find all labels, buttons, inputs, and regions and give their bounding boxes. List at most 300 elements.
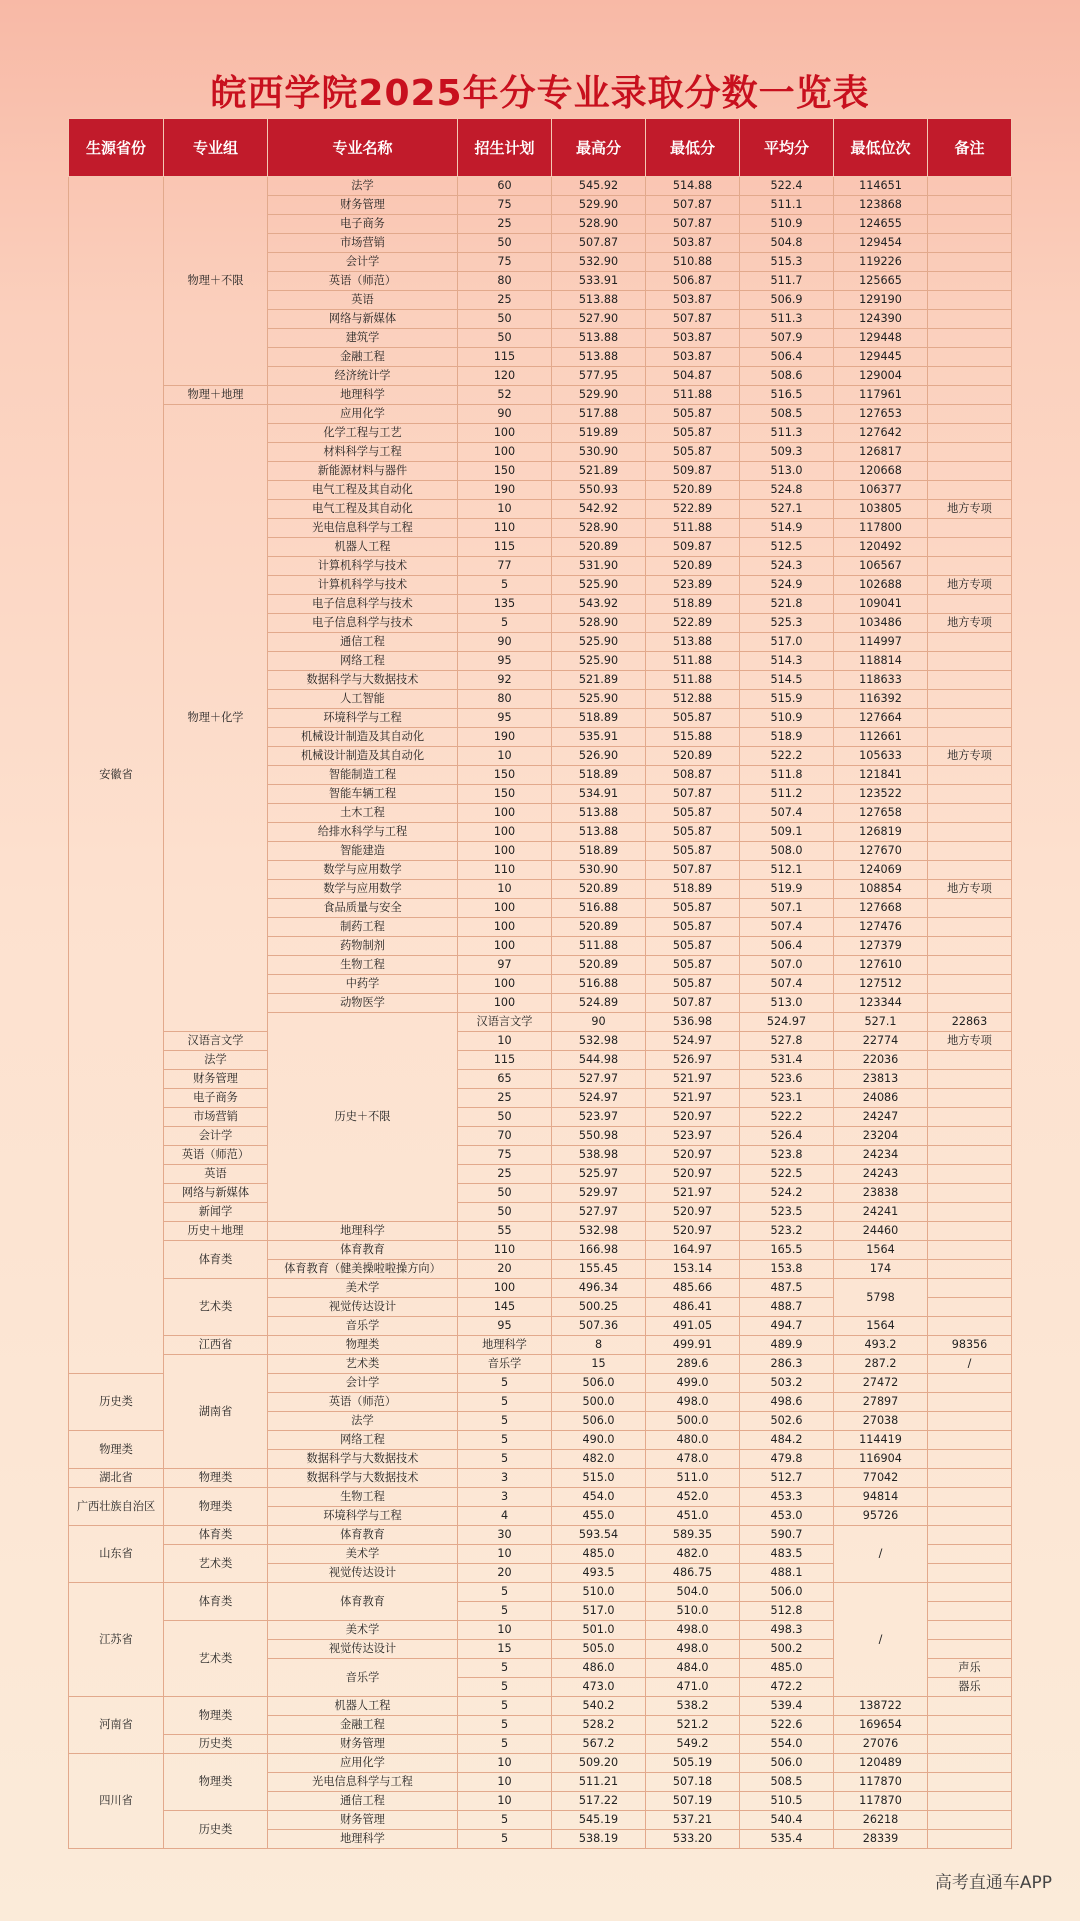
table-cell: 507.36	[552, 1317, 646, 1336]
table-cell: 114997	[834, 633, 928, 652]
table-cell	[928, 937, 1012, 956]
table-cell: 513.88	[552, 823, 646, 842]
table-cell: 电子信息科学与技术	[268, 614, 458, 633]
table-cell: 10	[458, 1773, 552, 1792]
table-cell: 478.0	[646, 1450, 740, 1469]
table-cell: 95726	[834, 1507, 928, 1526]
table-cell: 511.88	[646, 519, 740, 538]
table-cell: 521.97	[646, 1184, 740, 1203]
table-cell: 地方专项	[928, 576, 1012, 595]
table-cell: 498.0	[646, 1640, 740, 1659]
table-cell: 522.2	[740, 1108, 834, 1127]
table-cell: 123868	[834, 196, 928, 215]
table-cell: 498.3	[740, 1621, 834, 1640]
table-cell: 511.88	[646, 386, 740, 405]
table-cell: 533.91	[552, 272, 646, 291]
table-cell: 法学	[268, 177, 458, 196]
table-cell	[928, 234, 1012, 253]
table-cell: 50	[458, 1184, 552, 1203]
table-cell: 财务管理	[268, 1735, 458, 1754]
table-cell: 589.35	[646, 1526, 740, 1545]
table-cell: 524.2	[740, 1184, 834, 1203]
table-cell: 500.0	[552, 1393, 646, 1412]
table-cell: 528.90	[552, 519, 646, 538]
table-cell: 物理类	[164, 1488, 268, 1526]
table-cell	[928, 348, 1012, 367]
table-cell: 521.8	[740, 595, 834, 614]
table-cell: 建筑学	[268, 329, 458, 348]
table-row	[69, 1336, 1012, 1355]
table-cell: 美术学	[268, 1279, 458, 1298]
table-cell	[928, 424, 1012, 443]
table-cell	[928, 1754, 1012, 1773]
table-cell: 65	[458, 1070, 552, 1089]
table-cell: 金融工程	[268, 348, 458, 367]
table-cell: 523.97	[646, 1127, 740, 1146]
table-cell: 英语（师范）	[268, 272, 458, 291]
table-cell	[928, 1393, 1012, 1412]
table-cell: 器乐	[928, 1678, 1012, 1697]
table-cell: 22036	[834, 1051, 928, 1070]
table-cell: 455.0	[552, 1507, 646, 1526]
table-cell: 100	[458, 1279, 552, 1298]
table-cell: 506.4	[740, 937, 834, 956]
table-row	[69, 1697, 1012, 1716]
table-cell: 10	[458, 747, 552, 766]
table-cell: 535.91	[552, 728, 646, 747]
table-cell: 5	[458, 1735, 552, 1754]
table-cell	[928, 1507, 1012, 1526]
table-cell: 527.1	[740, 500, 834, 519]
table-cell: 521.89	[552, 671, 646, 690]
table-cell: 25	[458, 291, 552, 310]
table-cell: 150	[458, 785, 552, 804]
table-cell: 511.7	[740, 272, 834, 291]
table-cell: 524.97	[646, 1032, 740, 1051]
table-cell: 509.20	[552, 1754, 646, 1773]
table-cell: 湖南省	[164, 1355, 268, 1469]
table-cell: 505.87	[646, 918, 740, 937]
table-cell: 513.88	[552, 348, 646, 367]
table-cell: 108854	[834, 880, 928, 899]
table-cell: 100	[458, 937, 552, 956]
table-cell: 532.90	[552, 253, 646, 272]
table-cell	[928, 671, 1012, 690]
table-cell: 286.3	[740, 1355, 834, 1374]
table-cell: 500.25	[552, 1298, 646, 1317]
table-cell: 机械设计制造及其自动化	[268, 728, 458, 747]
table-cell	[928, 1526, 1012, 1545]
table-cell: 75	[458, 1146, 552, 1165]
table-cell: 129448	[834, 329, 928, 348]
table-cell: 511.8	[740, 766, 834, 785]
table-cell: 117800	[834, 519, 928, 538]
table-cell: 音乐学	[268, 1317, 458, 1336]
table-cell	[928, 443, 1012, 462]
table-cell: 5	[458, 1716, 552, 1735]
table-cell: 24241	[834, 1203, 928, 1222]
table-cell: 480.0	[646, 1431, 740, 1450]
table-cell	[928, 481, 1012, 500]
table-cell: 70	[458, 1127, 552, 1146]
table-cell: 114651	[834, 177, 928, 196]
header-plan: 招生计划	[458, 119, 552, 177]
table-cell: 114419	[834, 1431, 928, 1450]
table-cell: 103486	[834, 614, 928, 633]
table-cell: 453.0	[740, 1507, 834, 1526]
table-cell: 486.75	[646, 1564, 740, 1583]
table-cell: 20	[458, 1564, 552, 1583]
table-cell: 25	[458, 1089, 552, 1108]
table-cell: 食品质量与安全	[268, 899, 458, 918]
table-cell: 500.0	[646, 1412, 740, 1431]
table-cell: 505.87	[646, 937, 740, 956]
table-cell	[928, 196, 1012, 215]
table-cell: 智能车辆工程	[268, 785, 458, 804]
table-cell: 523.1	[740, 1089, 834, 1108]
table-cell: 物理＋不限	[164, 177, 268, 386]
table-cell: 516.5	[740, 386, 834, 405]
table-cell: 504.0	[646, 1583, 740, 1602]
table-cell: 508.0	[740, 842, 834, 861]
table-cell: 10	[458, 1792, 552, 1811]
table-cell: 501.0	[552, 1621, 646, 1640]
table-cell: 26218	[834, 1811, 928, 1830]
table-cell: 92	[458, 671, 552, 690]
table-cell: 529.90	[552, 196, 646, 215]
table-cell: 512.8	[740, 1602, 834, 1621]
table-cell: 95	[458, 709, 552, 728]
table-cell: 511.3	[740, 424, 834, 443]
table-cell: 527.90	[552, 310, 646, 329]
table-cell: 财务管理	[164, 1070, 268, 1089]
table-cell	[928, 956, 1012, 975]
table-cell: 95	[458, 652, 552, 671]
table-cell: 479.8	[740, 1450, 834, 1469]
table-cell	[928, 1583, 1012, 1602]
table-row	[69, 1735, 1012, 1754]
table-cell	[928, 842, 1012, 861]
table-cell: 513.0	[740, 994, 834, 1013]
table-cell: 110	[458, 1241, 552, 1260]
table-cell: 498.0	[646, 1621, 740, 1640]
table-cell: 153.8	[740, 1260, 834, 1279]
table-cell: 23838	[834, 1184, 928, 1203]
table-cell: 50	[458, 310, 552, 329]
table-cell: 493.2	[834, 1336, 928, 1355]
table-cell: 计算机科学与技术	[268, 557, 458, 576]
table-cell: 451.0	[646, 1507, 740, 1526]
table-row	[69, 1127, 1012, 1146]
table-cell: 516.88	[552, 975, 646, 994]
table-cell: 127664	[834, 709, 928, 728]
table-cell: 540.2	[552, 1697, 646, 1716]
table-cell: 506.0	[740, 1754, 834, 1773]
table-cell: 521.97	[646, 1070, 740, 1089]
table-cell	[928, 177, 1012, 196]
table-cell: 524.8	[740, 481, 834, 500]
table-cell: 528.90	[552, 614, 646, 633]
table-cell	[928, 1450, 1012, 1469]
table-cell: 5	[458, 576, 552, 595]
table-cell: 24460	[834, 1222, 928, 1241]
table-cell: 艺术类	[164, 1279, 268, 1336]
table-cell: 507.1	[740, 899, 834, 918]
table-cell: 125665	[834, 272, 928, 291]
table-cell: 光电信息科学与工程	[268, 1773, 458, 1792]
table-cell: 515.9	[740, 690, 834, 709]
table-cell: 289.6	[646, 1355, 740, 1374]
table-cell: 电子商务	[164, 1089, 268, 1108]
table-cell: 525.3	[740, 614, 834, 633]
table-cell: 521.89	[552, 462, 646, 481]
table-row	[69, 1811, 1012, 1830]
table-cell: 127670	[834, 842, 928, 861]
table-cell: 520.89	[552, 880, 646, 899]
table-cell: 物理＋化学	[164, 405, 268, 1032]
table-cell: 506.0	[740, 1583, 834, 1602]
table-row	[69, 1488, 1012, 1507]
table-cell: 513.88	[552, 291, 646, 310]
table-cell: 503.87	[646, 291, 740, 310]
table-cell: 511.88	[646, 652, 740, 671]
table-cell: 522.6	[740, 1716, 834, 1735]
table-cell: 153.14	[646, 1260, 740, 1279]
table-cell: 523.89	[646, 576, 740, 595]
table-cell: 545.19	[552, 1811, 646, 1830]
table-cell	[928, 462, 1012, 481]
table-cell: 10	[458, 500, 552, 519]
table-cell: 15	[552, 1355, 646, 1374]
table-cell: 材料科学与工程	[268, 443, 458, 462]
table-cell: 452.0	[646, 1488, 740, 1507]
table-cell: 127512	[834, 975, 928, 994]
table-cell: 5	[458, 614, 552, 633]
table-cell: 533.20	[646, 1830, 740, 1849]
table-cell	[928, 1317, 1012, 1336]
table-cell: 499.0	[646, 1374, 740, 1393]
table-cell: 503.2	[740, 1374, 834, 1393]
table-cell: 521.97	[646, 1089, 740, 1108]
table-cell: 25	[458, 215, 552, 234]
table-cell: 525.97	[552, 1165, 646, 1184]
table-cell: 511.2	[740, 785, 834, 804]
table-cell: 502.6	[740, 1412, 834, 1431]
table-cell	[928, 1773, 1012, 1792]
table-cell: 505.87	[646, 804, 740, 823]
table-cell: 500.2	[740, 1640, 834, 1659]
table-cell: 520.89	[646, 557, 740, 576]
table-cell: 493.5	[552, 1564, 646, 1583]
table-cell: 536.98	[646, 1013, 740, 1032]
table-cell	[928, 690, 1012, 709]
table-cell: 10	[458, 880, 552, 899]
table-cell: 538.19	[552, 1830, 646, 1849]
table-cell: 127653	[834, 405, 928, 424]
table-cell: 物理类	[268, 1336, 458, 1355]
table-cell: 522.89	[646, 614, 740, 633]
table-cell: 27472	[834, 1374, 928, 1393]
table-cell	[928, 994, 1012, 1013]
table-cell: 物理类	[164, 1754, 268, 1811]
table-cell: 527.97	[552, 1070, 646, 1089]
table-row	[69, 1070, 1012, 1089]
table-cell: /	[928, 1355, 1012, 1374]
table-cell: 新能源材料与器件	[268, 462, 458, 481]
table-cell: 智能制造工程	[268, 766, 458, 785]
table-cell: 520.97	[646, 1146, 740, 1165]
table-cell: 491.05	[646, 1317, 740, 1336]
table-cell: 512.88	[646, 690, 740, 709]
table-cell: 100	[458, 975, 552, 994]
table-cell	[928, 1051, 1012, 1070]
table-cell: 498.6	[740, 1393, 834, 1412]
table-cell: 55	[458, 1222, 552, 1241]
table-cell: 97	[458, 956, 552, 975]
table-cell: 506.0	[552, 1374, 646, 1393]
table-cell: 105633	[834, 747, 928, 766]
table-cell: 90	[458, 633, 552, 652]
table-cell: 22774	[834, 1032, 928, 1051]
table-cell: 23204	[834, 1127, 928, 1146]
table-cell: 507.87	[646, 785, 740, 804]
table-cell	[928, 595, 1012, 614]
table-cell: 485.66	[646, 1279, 740, 1298]
table-cell: 505.87	[646, 842, 740, 861]
table-cell: 中药学	[268, 975, 458, 994]
table-cell: 光电信息科学与工程	[268, 519, 458, 538]
table-cell: 508.5	[740, 1773, 834, 1792]
table-cell: 486.0	[552, 1659, 646, 1678]
table-row	[69, 1108, 1012, 1127]
table-cell: 454.0	[552, 1488, 646, 1507]
table-cell	[928, 1811, 1012, 1830]
table-cell: 531.4	[740, 1051, 834, 1070]
table-cell: 声乐	[928, 1659, 1012, 1678]
table-cell: 513.0	[740, 462, 834, 481]
table-cell: 505.87	[646, 956, 740, 975]
table-cell: 486.41	[646, 1298, 740, 1317]
table-cell: 数学与应用数学	[268, 880, 458, 899]
table-body	[69, 177, 1012, 1849]
table-cell: 515.88	[646, 728, 740, 747]
table-cell: 23813	[834, 1070, 928, 1089]
table-row	[69, 1032, 1012, 1051]
table-cell: 120	[458, 367, 552, 386]
table-cell: 100	[458, 899, 552, 918]
table-cell: 电子商务	[268, 215, 458, 234]
table-cell: 通信工程	[268, 1792, 458, 1811]
table-cell: 509.3	[740, 443, 834, 462]
table-cell: 511.1	[740, 196, 834, 215]
table-cell: 542.92	[552, 500, 646, 519]
table-cell: 567.2	[552, 1735, 646, 1754]
table-cell: 50	[458, 1108, 552, 1127]
table-cell: 数据科学与大数据技术	[268, 1469, 458, 1488]
table-cell: 10	[458, 1754, 552, 1773]
table-cell: 90	[458, 405, 552, 424]
table-cell	[928, 785, 1012, 804]
table-cell: 75	[458, 253, 552, 272]
table-cell: 5	[458, 1602, 552, 1621]
table-cell: 503.87	[646, 348, 740, 367]
table-cell: 100	[458, 842, 552, 861]
table-cell: 117870	[834, 1792, 928, 1811]
table-cell: 169654	[834, 1716, 928, 1735]
table-cell: 509.87	[646, 462, 740, 481]
table-cell	[928, 1545, 1012, 1564]
table-cell: 530.90	[552, 861, 646, 880]
table-cell: 地方专项	[928, 500, 1012, 519]
table-cell: 124390	[834, 310, 928, 329]
table-cell: 524.97	[740, 1013, 834, 1032]
table-cell: 24234	[834, 1146, 928, 1165]
table-cell: 80	[458, 690, 552, 709]
table-cell	[928, 1697, 1012, 1716]
table-cell: 166.98	[552, 1241, 646, 1260]
table-cell: 音乐学	[458, 1355, 552, 1374]
table-cell: 环境科学与工程	[268, 1507, 458, 1526]
table-cell: 美术学	[268, 1621, 458, 1640]
table-cell: 体育类	[164, 1241, 268, 1279]
table-cell: 5	[458, 1697, 552, 1716]
table-cell: 514.9	[740, 519, 834, 538]
table-cell: 地方专项	[928, 880, 1012, 899]
table-cell: 505.87	[646, 405, 740, 424]
table-cell: 100	[458, 918, 552, 937]
table-cell: 503.87	[646, 329, 740, 348]
table-cell: 4	[458, 1507, 552, 1526]
table-cell: 485.0	[740, 1659, 834, 1678]
table-cell: 应用化学	[268, 405, 458, 424]
table-cell: 网络工程	[268, 1431, 458, 1450]
table-cell: 522.5	[740, 1165, 834, 1184]
table-cell: 27897	[834, 1393, 928, 1412]
table-cell	[928, 1184, 1012, 1203]
table-cell: 520.89	[646, 747, 740, 766]
table-cell: 安徽省	[69, 177, 164, 1374]
table-cell	[928, 405, 1012, 424]
table-cell: 网络与新媒体	[164, 1184, 268, 1203]
table-cell: 数据科学与大数据技术	[268, 1450, 458, 1469]
table-cell: 118814	[834, 652, 928, 671]
table-cell	[928, 1564, 1012, 1583]
table-cell: 505.19	[646, 1754, 740, 1773]
table-cell: 英语	[268, 291, 458, 310]
table-cell: 15	[458, 1640, 552, 1659]
table-cell: 计算机科学与技术	[268, 576, 458, 595]
table-cell	[928, 709, 1012, 728]
table-cell: 524.97	[552, 1089, 646, 1108]
table-cell	[928, 766, 1012, 785]
table-cell: 519.89	[552, 424, 646, 443]
table-cell	[928, 1640, 1012, 1659]
table-cell	[928, 728, 1012, 747]
table-row	[69, 1089, 1012, 1108]
table-cell	[928, 329, 1012, 348]
table-cell: 538.98	[552, 1146, 646, 1165]
table-cell: 英语（师范）	[164, 1146, 268, 1165]
table-cell: 126819	[834, 823, 928, 842]
table-cell	[928, 253, 1012, 272]
table-cell: 554.0	[740, 1735, 834, 1754]
table-cell: 511.3	[740, 310, 834, 329]
table-cell	[928, 918, 1012, 937]
table-cell: 514.88	[646, 177, 740, 196]
table-cell: 508.87	[646, 766, 740, 785]
table-cell: 174	[834, 1260, 928, 1279]
admission-score-table	[68, 118, 1012, 1849]
